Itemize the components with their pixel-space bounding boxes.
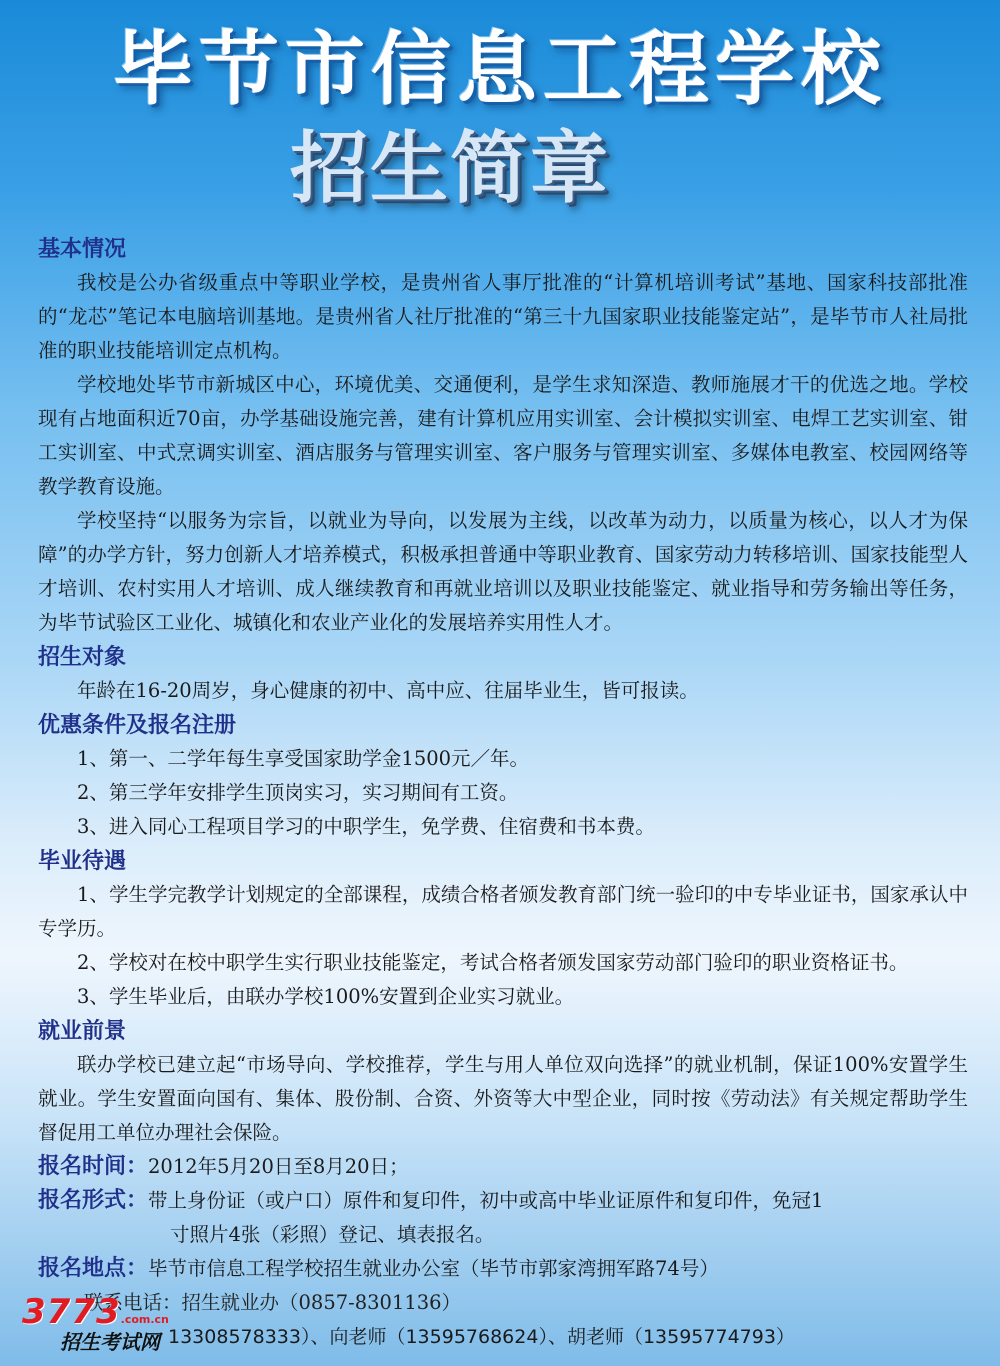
registration-form-continued: 寸照片4张（彩照）登记、填表报名。 — [170, 1223, 495, 1246]
section-heading-benefits: 优惠条件及报名注册 — [38, 713, 237, 738]
basic-paragraph: 学校坚持“以服务为宗旨，以就业为导向，以发展为主线，以改革为动力，以质量为核心，以人才为保障”的办学方针，努力创新人才培养模式，积极承担普通中等职业教育、国家劳动力转移培训、国家技能型人才培训、农村实用人才培训、成人继续教育和再就业培训以及职业技能鉴定、就业指导和劳务输出等任务，为毕节试验区工业化、城镇化和农业产业化的发展培养实用性人才。 — [38, 509, 968, 634]
registration-place-value: 毕节市信息工程学校招生就业办公室（毕节市郭家湾拥军路74号） — [148, 1257, 719, 1280]
benefit-item: 2、第三学年安排学生顶岗实习，实习期间有工资。 — [77, 781, 519, 804]
registration-form — [38, 1184, 968, 1218]
registration-form-label: 报名形式： — [38, 1188, 149, 1213]
section-heading-employment: 就业前景 — [38, 1019, 127, 1044]
benefit-item: 3、进入同心工程项目学习的中职学生，免学费、住宿费和书本费。 — [77, 815, 655, 838]
section-heading-graduation: 毕业待遇 — [38, 849, 127, 874]
registration-time-value: 2012年5月20日至8月20日； — [148, 1155, 409, 1178]
registration-place-label: 报名地点： — [38, 1256, 149, 1281]
graduation-item: 3、学生毕业后，由联办学校100%安置到企业实习就业。 — [77, 985, 575, 1008]
registration-time — [38, 1150, 968, 1184]
graduation-item: 2、学校对在校中职学生实行职业技能鉴定，考试合格者颁发国家劳动部门验印的职业资格证书。 — [77, 951, 909, 974]
poster-title: 毕节市信息工程学校 — [113, 23, 887, 116]
logo-number: 3773 — [22, 1292, 121, 1332]
basic-paragraph: 我校是公办省级重点中等职业学校，是贵州省人事厅批准的“计算机培训考试”基地、国家科技部批准的“龙芯”笔记本电脑培训基地。是贵州省人社厅批准的“第三十九国家职业技能鉴定站”，是毕节市人社局批准的职业技能培训定点机构。 — [38, 271, 968, 362]
registration-place — [38, 1252, 968, 1286]
registration-form-value: 带上身份证（或户口）原件和复印件，初中或高中毕业证原件和复印件，免冠1 — [148, 1189, 824, 1212]
graduation-item: 1、学生学完教学计划规定的全部课程，成绩合格者颁发教育部门统一验印的中专毕业证书，国家承认中专学历。 — [38, 883, 968, 940]
poster-content — [38, 232, 968, 1354]
basic-paragraph: 学校地处毕节市新城区中心，环境优美、交通便利，是学生求知深造、教师施展才干的优选之地。学校现有占地面积近70亩，办学基础设施完善，建有计算机应用实训室、会计模拟实训室、电焊工艺实训室、钳工实训室、中式烹调实训室、酒店服务与管理实训室、客户服务与管理实训室、多媒体电教室、校园网络等教学教育设施。 — [38, 373, 968, 498]
logo-name: 招生考试网 — [60, 1330, 160, 1354]
logo-domain: .com.cn — [120, 1313, 169, 1326]
poster-subtitle: 招生简章 — [290, 124, 611, 214]
registration-time-label: 报名时间： — [38, 1154, 149, 1179]
section-heading-basic: 基本情况 — [38, 237, 127, 262]
teacher-phones: 13308578333）、向老师（13595768624）、胡老师（13595774793） — [168, 1326, 795, 1348]
employment-text: 联办学校已建立起“市场导向、学校推荐，学生与用人单位双向选择”的就业机制，保证100%安置学生就业。学生安置面向国有、集体、股份制、合资、外资等大中型企业，同时按《劳动法》有关规定帮助学生督促用工单位办理社会保险。 — [38, 1053, 968, 1144]
section-heading-target: 招生对象 — [38, 645, 127, 670]
target-text: 年龄在16-20周岁，身心健康的初中、高中应、往届毕业生，皆可报读。 — [77, 679, 699, 702]
contact-phone: 联系电话：招生就业办（0857-8301136） — [84, 1291, 462, 1314]
site-watermark-logo — [22, 1292, 169, 1355]
benefit-item: 1、第一、二学年每生享受国家助学金1500元／年。 — [77, 747, 530, 770]
